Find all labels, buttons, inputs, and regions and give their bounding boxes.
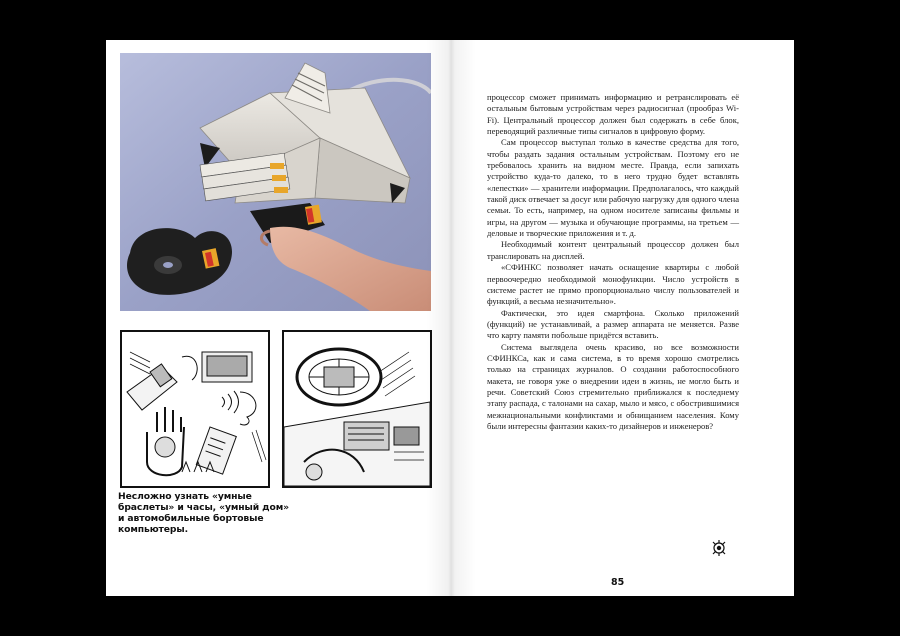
paragraph: Сам процессор выступал только в качестве средства для того, чтобы раздать задания остальным устройствам. Поэтому его не требовалось хранить на видном месте. Правда, если запихать устройство куда-то далеко, то в него трудно будет вставлять «лепестки» — хранители информации. Предполагалось, что каждый такой диск отвечает за досуг или рабочую нагрузку для одного члена семьи. То есть, например, на одном носителе записаны фильмы и игры, на другом — музыка и обучающие программы, на третьем — деловые и творческие приложения и т. д. xyxy=(487,137,739,239)
paragraph: процессор сможет принимать информацию и ретранслировать её остальным бытовым устройствам через радиосигнал (прообраз Wi-Fi). Центральный процессор должен был содержать в себе блок, переводящий различные типы сигналов в цифровую форму. xyxy=(487,92,739,137)
sphinx-device-photo xyxy=(120,53,431,311)
right-page xyxy=(451,40,794,596)
paragraph: Система выглядела очень красиво, но все возможности СФИНКСа, как и сама система, в то время хорошо смотрелись только на страницах журналов. О создании работоспособного макета, не говоря уже о внедрении идеи в жизнь, не могло быть и речи. Советский Союз стремительно приближался к последнему этапу распада, с талонами на сахар, мыло и мясо, с обострившимися межнациональными конфликтами и обнищанием населения. Кому были интересны фантазии каких-то дизайнеров и инженеров? xyxy=(487,341,739,431)
car-computer-illustration xyxy=(282,330,432,488)
body-text xyxy=(487,92,739,432)
paragraph: Необходимый контент центральный процессор должен был транслировать на дисплей. xyxy=(487,239,739,261)
paragraph: Фактически, это идея смартфона. Сколько приложений (функций) не устанавливай, а размер аппарата не меняется. Разве что карту памяти побольше придётся вставить. xyxy=(487,307,739,341)
paragraph: «СФИНКС позволяет начать оснащение квартиры с любой первоочередно необходимой монофункции. Число устройств в системе растет не прямо пропорционально числу пользователей и функций, а весьма незначительно». xyxy=(487,262,739,307)
page-number: 85 xyxy=(611,577,625,588)
left-page xyxy=(106,40,451,596)
book-spread xyxy=(106,40,794,596)
figure-caption: Несложно узнать «умные браслеты» и часы, «умный дом» и автомобильные бортовые компьютеры. xyxy=(118,491,289,535)
smart-devices-illustration xyxy=(120,330,270,488)
publisher-mark-icon xyxy=(709,538,729,558)
